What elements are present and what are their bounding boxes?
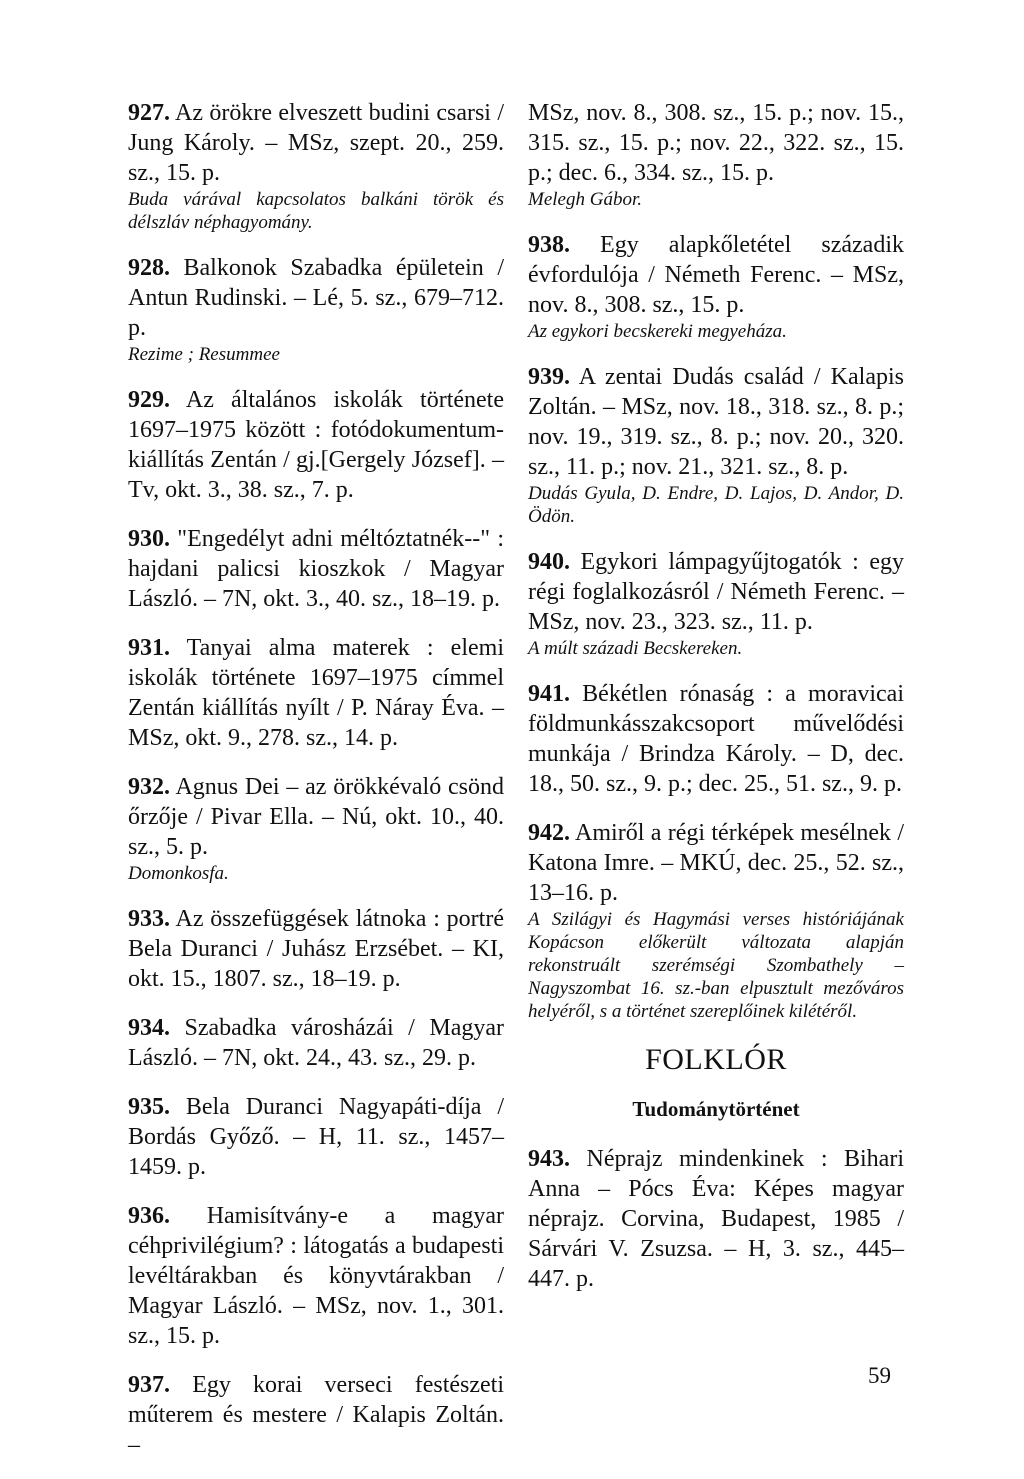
entry-annotation: Domonkosfa. <box>128 863 229 884</box>
entry-number: 931. <box>128 635 170 661</box>
bibliography-entry <box>528 679 904 799</box>
entry-citation <box>128 633 504 753</box>
entry-citation <box>128 524 504 614</box>
entry-text: Egykori lámpagyűjtogatók : egy régi foglalkozásról / Németh Ferenc. – MSz, nov. 23., 323. sz., 11. p. <box>528 549 904 635</box>
entry-annotation: Rezime ; Resummee <box>128 344 280 365</box>
entry-number: 927. <box>128 100 170 126</box>
entry-text: "Engedélyt adni méltóztatnék--" : hajdani palicsi kioszkok / Magyar László. – 7N, okt. 3., 40. sz., 18–19. p. <box>128 526 504 612</box>
entry-number: 937. <box>128 1372 170 1398</box>
entry-citation <box>128 1092 504 1182</box>
bibliography-entry <box>128 904 504 994</box>
entry-number: 939. <box>528 364 570 390</box>
entry-number: 934. <box>128 1015 170 1041</box>
entry-number: 938. <box>528 232 570 258</box>
entry-number: 943. <box>528 1146 570 1172</box>
entry-number: 936. <box>128 1203 170 1229</box>
entry-citation <box>528 362 904 482</box>
bibliography-entry <box>528 230 904 343</box>
entry-citation <box>528 230 904 320</box>
entry-citation <box>128 253 504 343</box>
bibliography-entry <box>128 1092 504 1182</box>
entry-text: MSz, nov. 8., 308. sz., 15. p.; nov. 15., 315. sz., 15. p.; nov. 22., 322. sz., 15. p.; dec. 6., 334. sz., 15. p. <box>528 100 904 186</box>
bibliography-entry <box>128 253 504 366</box>
entry-number: 928. <box>128 255 170 281</box>
right-column <box>528 98 904 1313</box>
entry-number: 933. <box>128 906 170 932</box>
entry-text: Az örökre elveszett budini csarsi / Jung Károly. – MSz, szept. 20., 259. sz., 15. p. <box>128 100 504 186</box>
bibliography-entry <box>528 1144 904 1294</box>
bibliography-entry <box>128 772 504 885</box>
entry-annotation: Dudás Gyula, D. Endre, D. Lajos, D. Andor, D. Ödön. <box>528 483 904 527</box>
entry-number: 930. <box>128 526 170 552</box>
entry-citation <box>128 772 504 862</box>
bibliography-entry <box>528 818 904 1023</box>
bibliography-entry <box>128 1370 504 1460</box>
entry-text: Az összefüggések látnoka : portré Bela Duranci / Juhász Erzsébet. – KI, okt. 15., 1807. sz., 18–19. p. <box>128 906 504 992</box>
entry-text: Az általános iskolák története 1697–1975 között : fotódokumentum-kiállítás Zentán / gj.[Gergely József]. – Tv, okt. 3., 38. sz., 7. p. <box>128 387 504 503</box>
entry-number: 929. <box>128 387 170 413</box>
entry-text: Békétlen rónaság : a moravicai földmunkásszakcsoport művelődési munkája / Brindza Károly. – D, dec. 18., 50. sz., 9. p.; dec. 25., 51. sz., 9. p. <box>528 681 904 797</box>
bibliography-entry <box>128 385 504 505</box>
entry-citation <box>528 1144 904 1294</box>
entry-text: A zentai Dudás család / Kalapis Zoltán. – MSz, nov. 18., 318. sz., 8. p.; nov. 19., 319. sz., 8. p.; nov. 20., 320. sz., 11. p.; nov. 21., 321. sz., 8. p. <box>528 364 904 480</box>
bibliography-entry <box>528 547 904 660</box>
entry-text: Szabadka városházái / Magyar László. – 7N, okt. 24., 43. sz., 29. p. <box>128 1015 504 1071</box>
entry-annotation: A Szilágyi és Hagymási verses históriájának Kopácson előkerült változata alapján rekonstruált szerémségi Szombathely – Nagyszombat 16. sz.-ban elpusztult mezőváros helyéről, s a történet szereplőinek kilétéről. <box>528 909 904 1022</box>
right-column-entries <box>528 98 904 1023</box>
entry-citation <box>128 1013 504 1073</box>
subsection-heading: Tudománytörténet <box>632 1097 800 1121</box>
entry-citation <box>528 547 904 637</box>
entry-citation <box>528 679 904 799</box>
bibliography-entry <box>528 362 904 528</box>
bibliography-entry <box>528 98 904 211</box>
bibliography-entry <box>128 524 504 614</box>
bibliography-entry <box>128 98 504 234</box>
entry-annotation: Az egykori becskereki megyeháza. <box>528 321 787 342</box>
entry-citation <box>128 1370 504 1460</box>
entry-text: Bela Duranci Nagyapáti-díja / Bordás Győző. – H, 11. sz., 1457–1459. p. <box>128 1094 504 1180</box>
entry-annotation: Melegh Gábor. <box>528 189 642 210</box>
section-heading: FOLKLÓR <box>645 1043 787 1076</box>
entry-text: Néprajz mindenkinek : Bihari Anna – Pócs Éva: Képes magyar néprajz. Corvina, Budapest, 1985 / Sárvári V. Zsuzsa. – H, 3. sz., 445–447. p. <box>528 1146 904 1292</box>
entry-citation <box>128 385 504 505</box>
entry-text: Egy alapkőletétel századik évfordulója / Németh Ferenc. – MSz, nov. 8., 308. sz., 15. p. <box>528 232 904 318</box>
entry-text: Agnus Dei – az örökkévaló csönd őrzője / Pivar Ella. – Nú, okt. 10., 40. sz., 5. p. <box>128 774 504 860</box>
entry-number: 940. <box>528 549 570 575</box>
entry-citation <box>528 98 904 188</box>
entry-number: 932. <box>128 774 170 800</box>
bibliography-entry <box>128 1201 504 1351</box>
entry-text: Egy korai verseci festészeti műterem és mestere / Kalapis Zoltán. – <box>128 1372 504 1458</box>
entry-text: Tanyai alma materek : elemi iskolák története 1697–1975 címmel Zentán kiállítás nyílt / P. Náray Éva. – MSz, okt. 9., 278. sz., 14. p. <box>128 635 504 751</box>
entry-annotation: A múlt századi Becskereken. <box>528 638 743 659</box>
entry-citation <box>128 1201 504 1351</box>
entry-number: 941. <box>528 681 570 707</box>
entry-number: 935. <box>128 1094 170 1120</box>
entry-annotation: Buda várával kapcsolatos balkáni török és délszláv néphagyomány. <box>128 189 504 233</box>
left-column <box>128 98 504 1479</box>
bibliography-entry <box>128 1013 504 1073</box>
entry-number: 942. <box>528 820 570 846</box>
right-column-entries-after <box>528 1144 904 1294</box>
entry-text: Balkonok Szabadka épületein / Antun Rudinski. – Lé, 5. sz., 679–712. p. <box>128 255 504 341</box>
page-number: 59 <box>868 1363 891 1388</box>
entry-citation <box>128 904 504 994</box>
entry-text: Hamisítvány-e a magyar céhprivilégium? : látogatás a budapesti levéltárakban és könyvtárakban / Magyar László. – MSz, nov. 1., 301. sz., 15. p. <box>128 1203 504 1349</box>
entry-citation <box>128 98 504 188</box>
entry-text: Amiről a régi térképek mesélnek / Katona Imre. – MKÚ, dec. 25., 52. sz., 13–16. p. <box>528 820 904 906</box>
entry-citation <box>528 818 904 908</box>
bibliography-entry <box>128 633 504 753</box>
